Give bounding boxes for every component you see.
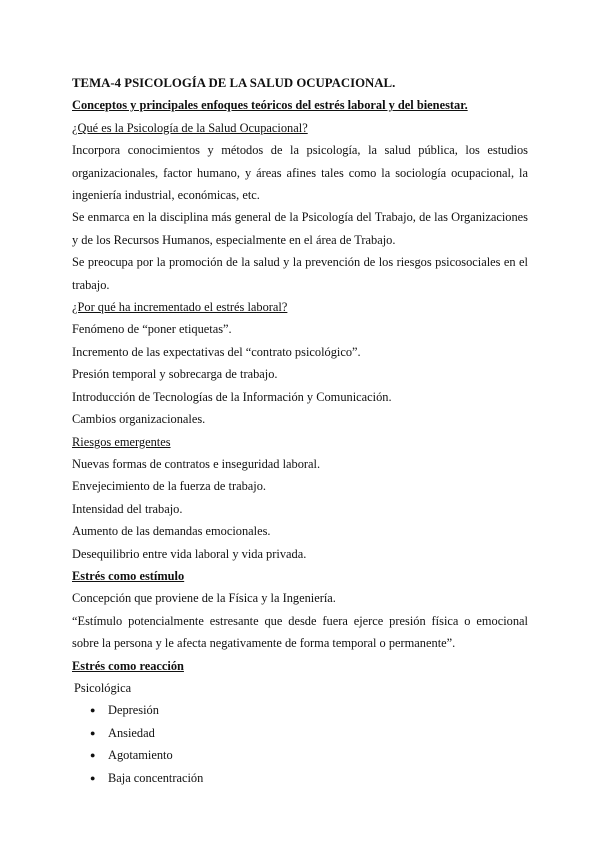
paragraph-2: Se enmarca en la disciplina más general de la Psicología del Trabajo, de las Organizaciones y de los Recursos Humanos, especialmente en el área de Trabajo.: [72, 210, 528, 247]
reason-item: Incremento de las expectativas del “contrato psicológico”.: [72, 344, 361, 359]
risks-list: [72, 453, 528, 565]
risk-item: Envejecimiento de la fuerza de trabajo.: [72, 479, 267, 494]
reaction-list: [72, 699, 528, 789]
risks-heading: Riesgos emergentes: [72, 434, 171, 449]
reason-item: Introducción de Tecnologías de la Información y Comunicación.: [72, 389, 392, 404]
risk-item: Aumento de las demandas emocionales.: [72, 524, 271, 539]
risk-item: Intensidad del trabajo.: [72, 501, 183, 516]
stimulus-heading: Estrés como estímulo: [72, 568, 185, 583]
list-item-label: Agotamiento: [108, 748, 173, 763]
reasons-list: [72, 318, 528, 430]
list-item-label: Baja concentración: [108, 770, 204, 785]
list-item-label: Ansiedad: [108, 725, 155, 740]
reaction-subheading: Psicológica: [74, 680, 132, 695]
question-heading-1: ¿Qué es la Psicología de la Salud Ocupacional?: [72, 120, 308, 135]
stimulus-quote: “Estímulo potencialmente estresante que desde fuera ejerce presión física o emocional sobre la persona y le afecta negativamente de forma temporal o permanente”.: [72, 613, 528, 651]
reason-item: Fenómeno de “poner etiquetas”.: [72, 322, 232, 337]
section-subtitle: Conceptos y principales enfoques teóricos del estrés laboral y del bienestar.: [72, 98, 468, 113]
list-item-label: Depresión: [108, 703, 159, 718]
stimulus-paragraph: Concepción que proviene de la Física y la Ingeniería.: [72, 591, 336, 606]
reaction-heading: Estrés como reacción: [72, 658, 184, 673]
paragraph-1: Incorpora conocimientos y métodos de la psicología, la salud pública, los estudios organizacionales, factor humano, y áreas afines tales como la sociología ocupacional, la ingeniería industrial, económicas, etc.: [72, 143, 528, 203]
bullet-icon: ●: [90, 750, 96, 761]
list-item: [90, 699, 528, 721]
paragraph-3: Se preocupa por la promoción de la salud y la prevención de los riesgos psicosociales en el trabajo.: [72, 255, 528, 292]
list-item: [90, 722, 528, 744]
list-item: [90, 767, 528, 789]
bullet-icon: ●: [90, 705, 96, 716]
risk-item: Desequilibrio entre vida laboral y vida privada.: [72, 546, 307, 561]
bullet-icon: ●: [90, 727, 96, 738]
reason-item: Cambios organizacionales.: [72, 412, 206, 427]
question-heading-2: ¿Por qué ha incrementado el estrés laboral?: [72, 300, 288, 315]
risk-item: Nuevas formas de contratos e inseguridad laboral.: [72, 456, 321, 471]
document-page: [72, 72, 528, 789]
bullet-icon: ●: [90, 772, 96, 783]
list-item: [90, 744, 528, 766]
reason-item: Presión temporal y sobrecarga de trabajo.: [72, 367, 278, 382]
document-title: TEMA-4 PSICOLOGÍA DE LA SALUD OCUPACIONAL.: [72, 76, 396, 90]
